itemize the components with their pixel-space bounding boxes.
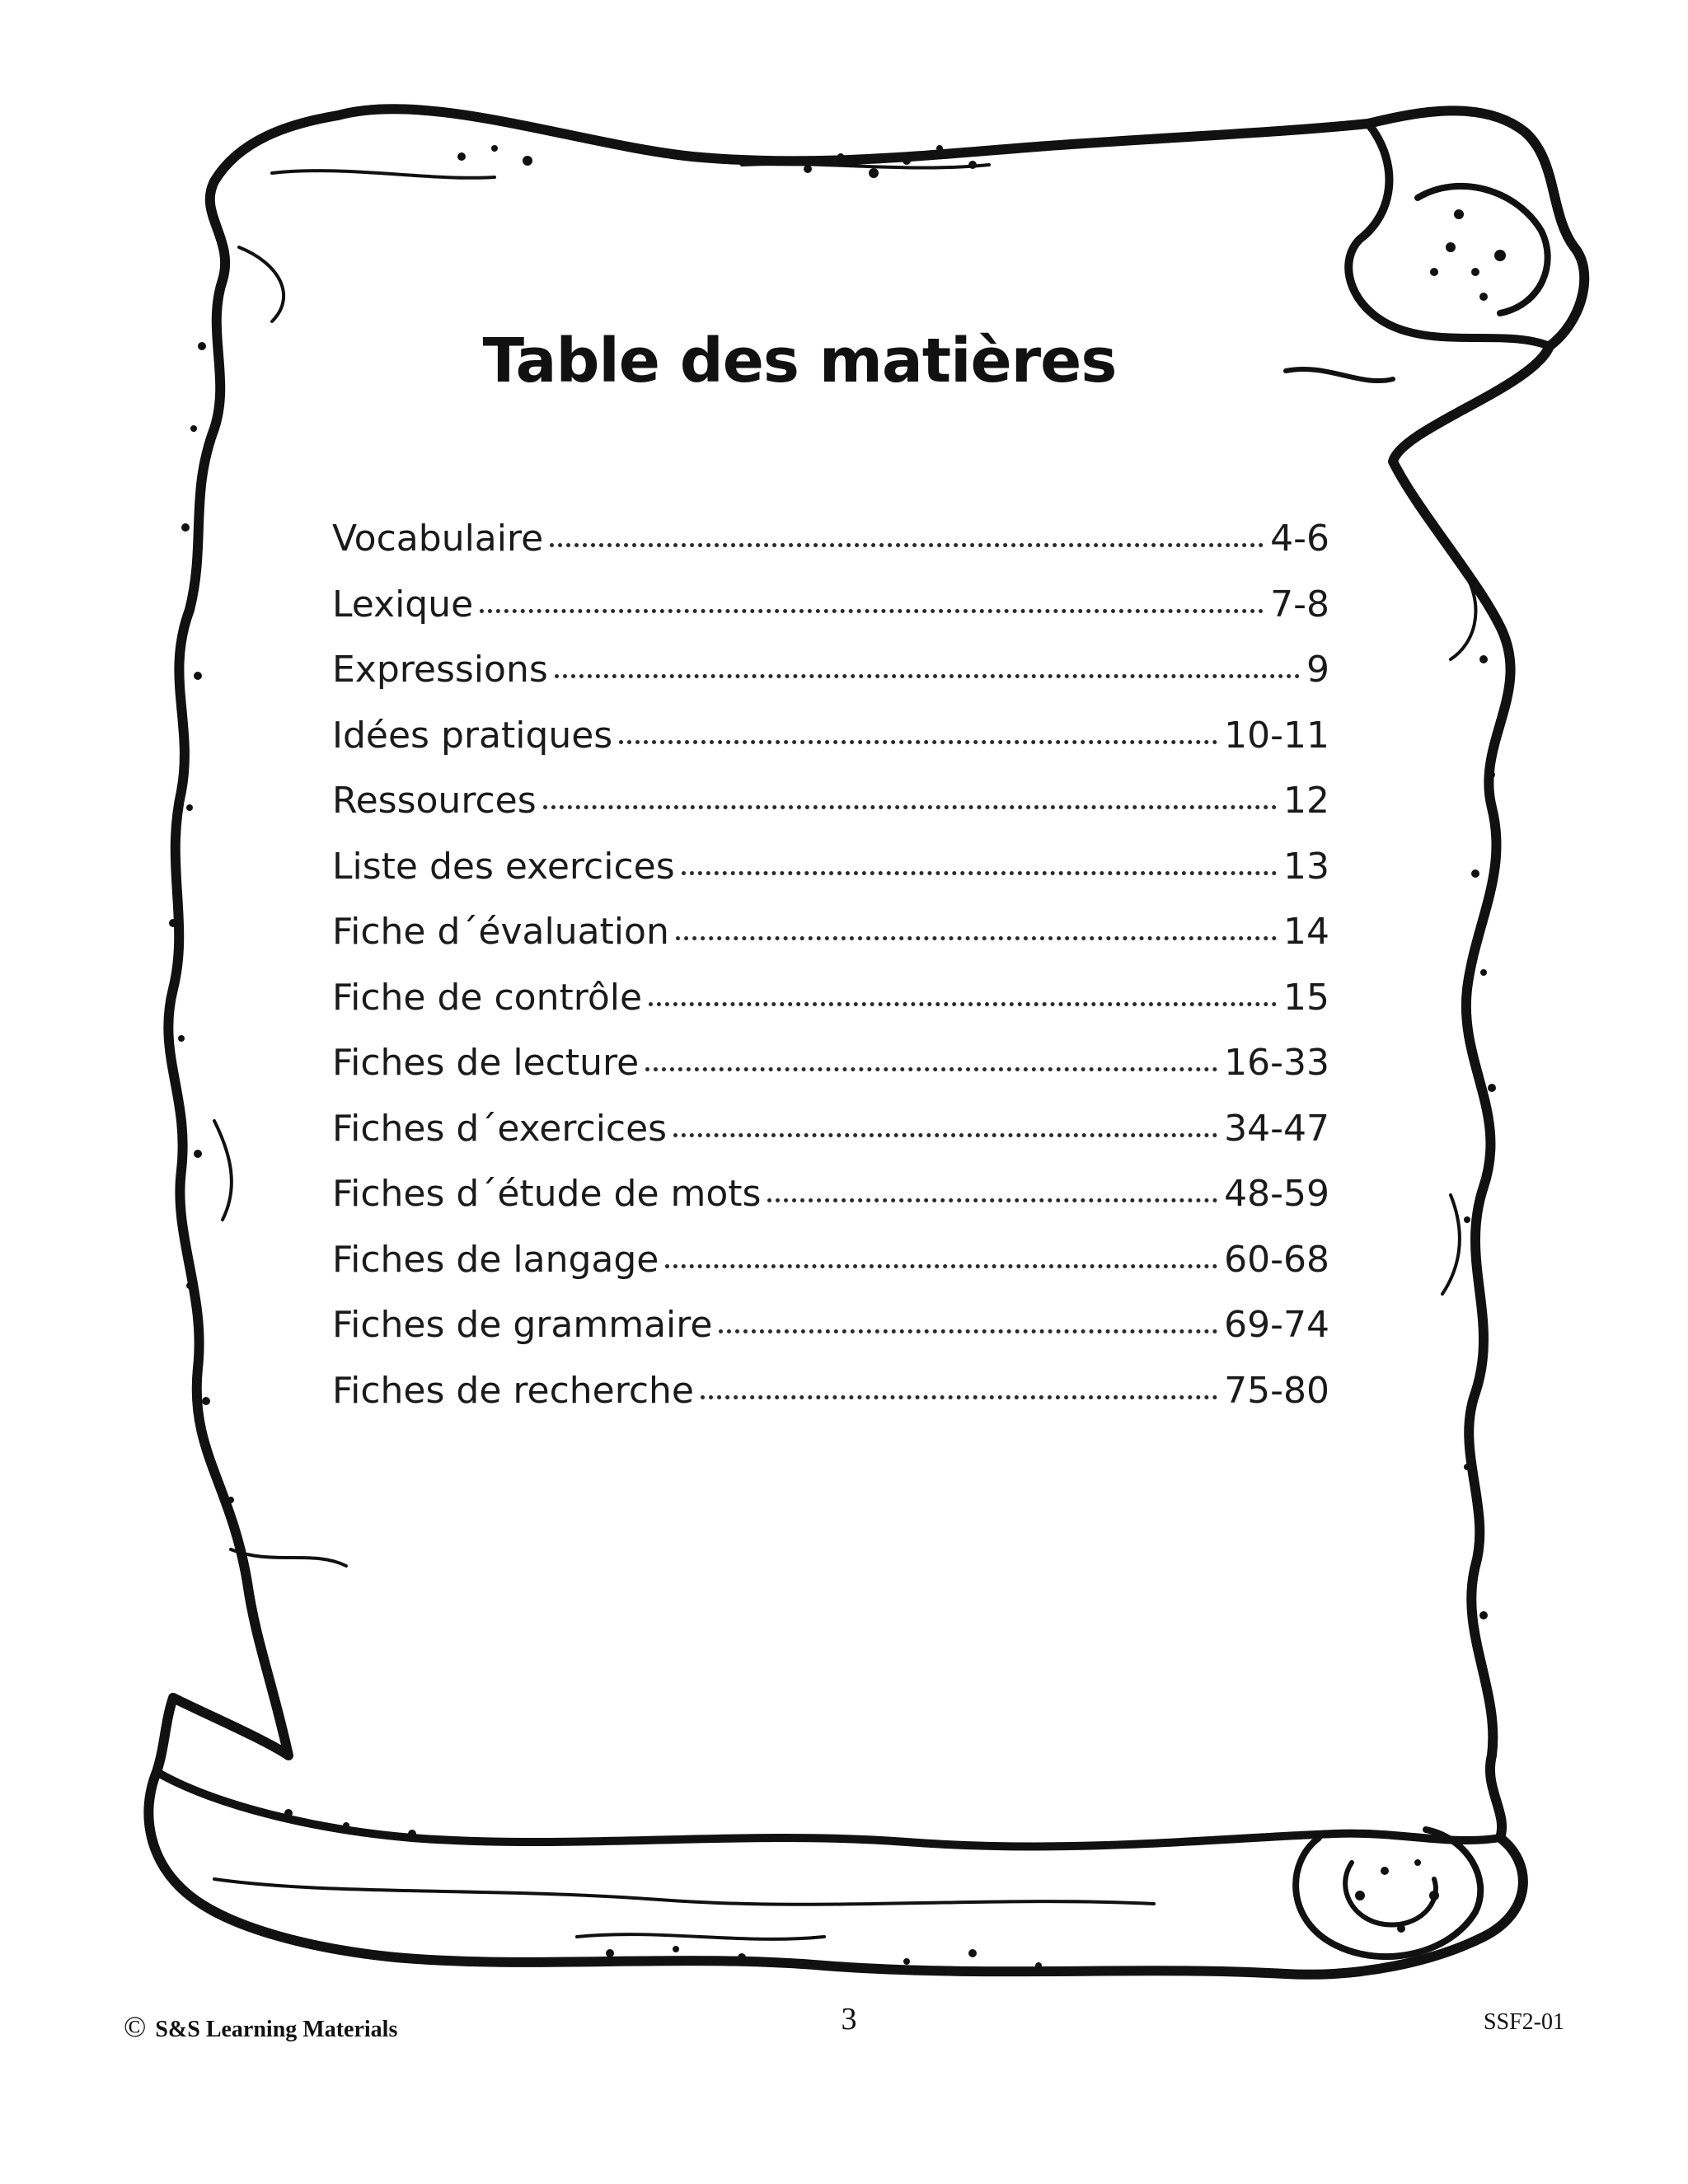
toc-entry-label: Liste des exercices: [332, 845, 675, 888]
page-number: 3: [841, 2002, 857, 2036]
page-title: Table des matières: [482, 326, 1117, 396]
toc-entry-label: Fiches d´exercices: [332, 1107, 668, 1150]
toc-entry-pages: 15: [1283, 976, 1329, 1019]
dot-leader: [676, 936, 1277, 940]
toc-entry-label: Fiche de contrôle: [332, 976, 643, 1019]
toc-entry: [332, 846, 1329, 912]
dot-leader: [701, 1395, 1217, 1399]
toc-entry: [332, 780, 1329, 846]
toc-entry: [332, 518, 1329, 583]
toc-entry-pages: 14: [1283, 911, 1329, 953]
toc-entry-label: Idées pratiques: [332, 714, 613, 757]
dot-leader: [619, 740, 1217, 744]
toc-entry: [332, 977, 1329, 1043]
scroll-top-curl: [1348, 124, 1550, 346]
dot-leader: [550, 543, 1264, 547]
toc-entry-label: Fiches d´étude de mots: [332, 1173, 762, 1215]
dot-leader: [719, 1329, 1217, 1333]
toc-entry-pages: 48-59: [1224, 1173, 1329, 1215]
dot-leader: [480, 609, 1264, 613]
copyright-icon: ©: [124, 2010, 147, 2043]
toc-entry: [332, 911, 1329, 977]
dot-leader: [767, 1198, 1217, 1202]
toc-entry: [332, 1173, 1329, 1239]
dot-leader: [555, 674, 1300, 678]
toc-entry-pages: 69-74: [1224, 1304, 1329, 1346]
toc-entry: [332, 1370, 1329, 1436]
publisher-name: S&S Learning Materials: [155, 2017, 398, 2042]
toc-entry: [332, 1042, 1329, 1108]
toc-entry-pages: 75-80: [1224, 1369, 1329, 1412]
toc-entry-pages: 7-8: [1270, 583, 1329, 626]
toc-entry: [332, 1304, 1329, 1370]
dot-leader: [649, 1002, 1277, 1006]
toc-entry-label: Expressions: [332, 649, 548, 691]
table-of-contents: [332, 518, 1329, 1435]
scroll-bottom-roll: [157, 1772, 1500, 1846]
toc-entry-pages: 4-6: [1270, 518, 1329, 560]
toc-entry-label: Lexique: [332, 583, 474, 626]
toc-entry-pages: 60-68: [1224, 1238, 1329, 1281]
dot-leader: [645, 1067, 1217, 1071]
dot-leader: [682, 871, 1277, 875]
toc-entry-label: Fiches de lecture: [332, 1042, 640, 1084]
toc-entry-label: Ressources: [332, 780, 537, 822]
toc-entry-pages: 12: [1283, 780, 1329, 822]
toc-entry-label: Vocabulaire: [332, 518, 544, 560]
product-code: SSF2-01: [1483, 2009, 1564, 2035]
dot-leader: [673, 1133, 1217, 1137]
toc-entry-pages: 13: [1283, 845, 1329, 888]
toc-entry-label: Fiches de recherche: [332, 1369, 694, 1412]
toc-entry: [332, 1239, 1329, 1305]
toc-entry-label: Fiches de grammaire: [332, 1304, 713, 1346]
toc-entry: [332, 649, 1329, 715]
toc-entry-pages: 16-33: [1224, 1042, 1329, 1084]
toc-entry-pages: 34-47: [1224, 1107, 1329, 1150]
toc-entry-pages: 10-11: [1224, 714, 1329, 757]
toc-entry-label: Fiches de langage: [332, 1238, 659, 1281]
toc-entry: [332, 583, 1329, 649]
toc-entry-pages: 9: [1306, 649, 1329, 691]
dot-leader: [665, 1264, 1217, 1268]
toc-entry: [332, 715, 1329, 780]
toc-entry: [332, 1108, 1329, 1174]
dot-leader: [543, 805, 1277, 809]
toc-entry-label: Fiche d´évaluation: [332, 911, 669, 953]
